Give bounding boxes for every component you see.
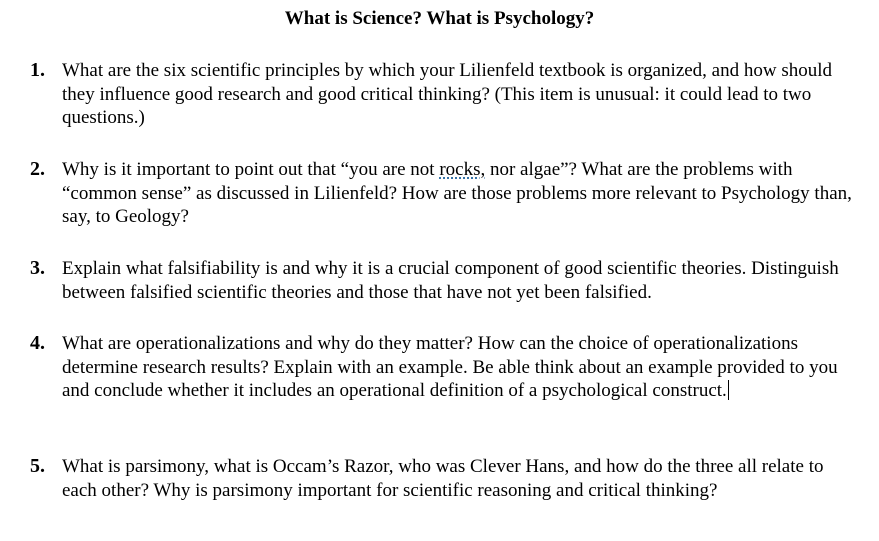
document-title: What is Science? What is Psychology? <box>284 8 595 29</box>
question-text: Explain what falsifiability is and why it is a crucial component of good scientific theories. Distinguish between falsified scientific theories and those that have not yet been falsified. <box>62 258 839 303</box>
question-text-part: What are operationalizations and why do they matter? How can the choice of operationalizations determine research results? Explain with an example. Be able think about an example provided to you and conclude whether it includes an operational definition of a psychological construct. <box>62 333 838 401</box>
question-text-part: Why is it important to point out that “you are not <box>62 159 440 180</box>
question-text <box>62 332 852 403</box>
question-number: 4. <box>30 332 45 354</box>
text-cursor <box>728 380 729 400</box>
question-number: 2. <box>30 158 45 180</box>
question-text-part: nor algae”? What are the problems with “common sense” as discussed in Lilienfeld? How are those problems more relevant to Psychology than, say, to Geology? <box>62 159 852 227</box>
spellcheck-underlined-word[interactable]: rocks, <box>439 159 486 180</box>
question-number: 1. <box>30 59 45 81</box>
question-text <box>62 158 852 229</box>
question-number: 3. <box>30 257 45 279</box>
question-text: What are the six scientific principles by which your Lilienfeld textbook is organized, and how should they influence good research and good critical thinking? (This item is unusual: it could lead to two questions.) <box>62 60 833 128</box>
question-number: 5. <box>30 455 45 477</box>
question-text: What is parsimony, what is Occam’s Razor, who was Clever Hans, and how do the three all relate to each other? Why is parsimony important for scientific reasoning and critical thinking? <box>62 456 824 501</box>
